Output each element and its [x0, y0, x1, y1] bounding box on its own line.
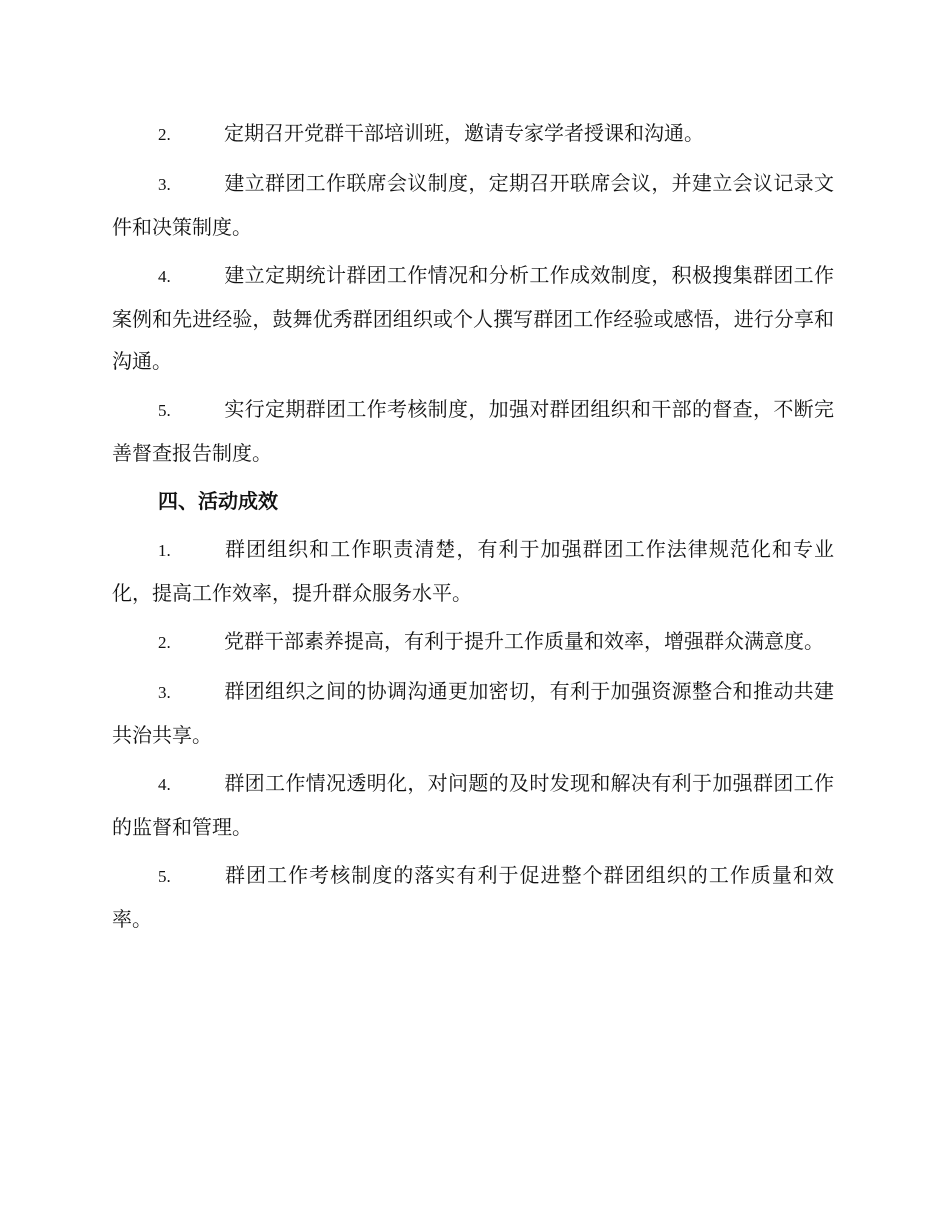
list-item [112, 854, 834, 940]
item-text: 建立群团工作联席会议制度，定期召开联席会议，并建立会议记录文件和决策制度。 [112, 171, 834, 239]
list-item [112, 162, 834, 248]
item-text: 定期召开党群干部培训班，邀请专家学者授课和沟通。 [224, 121, 704, 145]
list-item [112, 254, 834, 382]
item-number: 4. [158, 267, 171, 286]
item-text: 党群干部素养提高，有利于提升工作质量和效率，增强群众满意度。 [224, 629, 824, 653]
item-number: 2. [158, 633, 171, 652]
item-text: 群团组织和工作职责清楚，有利于加强群团工作法律规范化和专业化，提高工作效率，提升群众服务水平。 [112, 537, 834, 605]
item-text: 群团组织之间的协调沟通更加密切，有利于加强资源整合和推动共建共治共享。 [112, 679, 834, 747]
list-item [112, 112, 834, 156]
item-number: 1. [158, 541, 171, 560]
list-item [112, 620, 834, 664]
item-number: 4. [158, 775, 171, 794]
document-page [112, 112, 834, 946]
item-text: 建立定期统计群团工作情况和分析工作成效制度，积极搜集群团工作案例和先进经验，鼓舞优秀群团组织或个人撰写群团工作经验或感悟，进行分享和沟通。 [112, 263, 834, 373]
item-number: 5. [158, 867, 171, 886]
item-number: 3. [158, 683, 171, 702]
item-text: 群团工作考核制度的落实有利于促进整个群团组织的工作质量和效率。 [112, 863, 834, 931]
item-text: 实行定期群团工作考核制度，加强对群团组织和干部的督查，不断完善督查报告制度。 [112, 397, 834, 465]
section-heading: 四、活动成效 [158, 489, 278, 513]
list-item [112, 762, 834, 848]
item-number: 2. [158, 125, 171, 144]
item-number: 3. [158, 175, 171, 194]
item-number: 5. [158, 401, 171, 420]
list-item [112, 528, 834, 614]
list-item [112, 388, 834, 474]
item-text: 群团工作情况透明化，对问题的及时发现和解决有利于加强群团工作的监督和管理。 [112, 771, 834, 839]
list-item [112, 670, 834, 756]
